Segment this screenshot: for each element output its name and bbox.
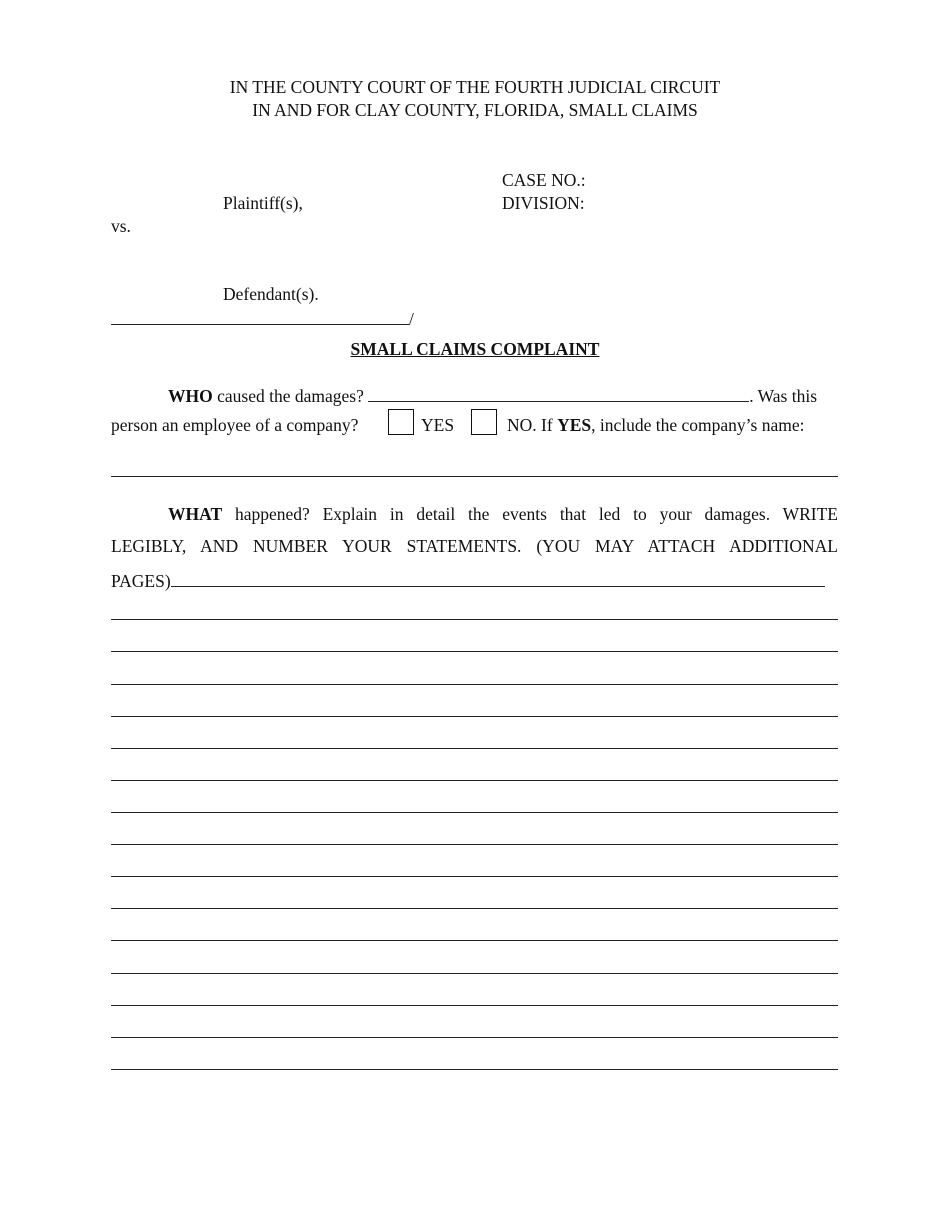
yes-checkbox[interactable] [388,409,414,435]
division-label: DIVISION: [502,193,585,213]
yes-label: YES [421,415,455,435]
answer-line[interactable] [111,844,838,845]
who-tail: . Was this [749,386,818,406]
who-lead: WHO [168,386,213,406]
answer-line[interactable] [111,1069,838,1070]
answer-line[interactable] [111,684,838,685]
what-line-1-text: happened? Explain in detail the events that led to your damages. WRITE [222,504,838,524]
company-name-field[interactable] [111,476,838,477]
answer-line[interactable] [111,908,838,909]
document-title [0,339,950,360]
who-question-line [168,383,817,407]
who-question: caused the damages? [212,386,369,406]
caption-closing-line [111,306,414,330]
what-line-3 [111,568,825,592]
answer-line[interactable] [111,1005,838,1006]
document-title-text: SMALL CLAIMS COMPLAINT [350,339,600,359]
court-header-line-2: IN AND FOR CLAY COUNTY, FLORIDA, SMALL CLAIMS [252,100,698,120]
caption-underline[interactable] [111,306,409,325]
plaintiff-label: Plaintiff(s), [223,193,303,213]
what-first-answer-line[interactable] [171,568,825,587]
defendant-label: Defendant(s). [223,284,319,304]
answer-line[interactable] [111,940,838,941]
answer-line[interactable] [111,780,838,781]
case-number-label: CASE NO.: [502,170,586,190]
answer-line[interactable] [111,973,838,974]
answer-line[interactable] [111,619,838,620]
court-header-line-1: IN THE COUNTY COURT OF THE FOURTH JUDICIAL CIRCUIT [229,77,721,97]
answer-line[interactable] [111,748,838,749]
versus-label: vs. [111,216,131,236]
include-company-name: , include the company’s name: [591,415,805,435]
answer-line[interactable] [111,876,838,877]
what-line-2: LEGIBLY, AND NUMBER YOUR STATEMENTS. (YOU MAY ATTACH ADDITIONAL [111,536,838,556]
who-caused-damages-field[interactable] [368,383,749,402]
what-lead: WHAT [168,504,223,524]
yes-bold: YES [557,415,592,435]
answer-line[interactable] [111,716,838,717]
answer-line[interactable] [111,651,838,652]
no-label: NO. If [507,415,558,435]
what-line-1 [168,504,838,525]
caption-slash: / [409,309,414,329]
no-checkbox[interactable] [471,409,497,435]
company-name-prompt [507,415,804,436]
answer-line[interactable] [111,812,838,813]
employee-question: person an employee of a company? [111,415,359,435]
answer-line[interactable] [111,1037,838,1038]
what-line-3-text: PAGES) [111,571,171,591]
